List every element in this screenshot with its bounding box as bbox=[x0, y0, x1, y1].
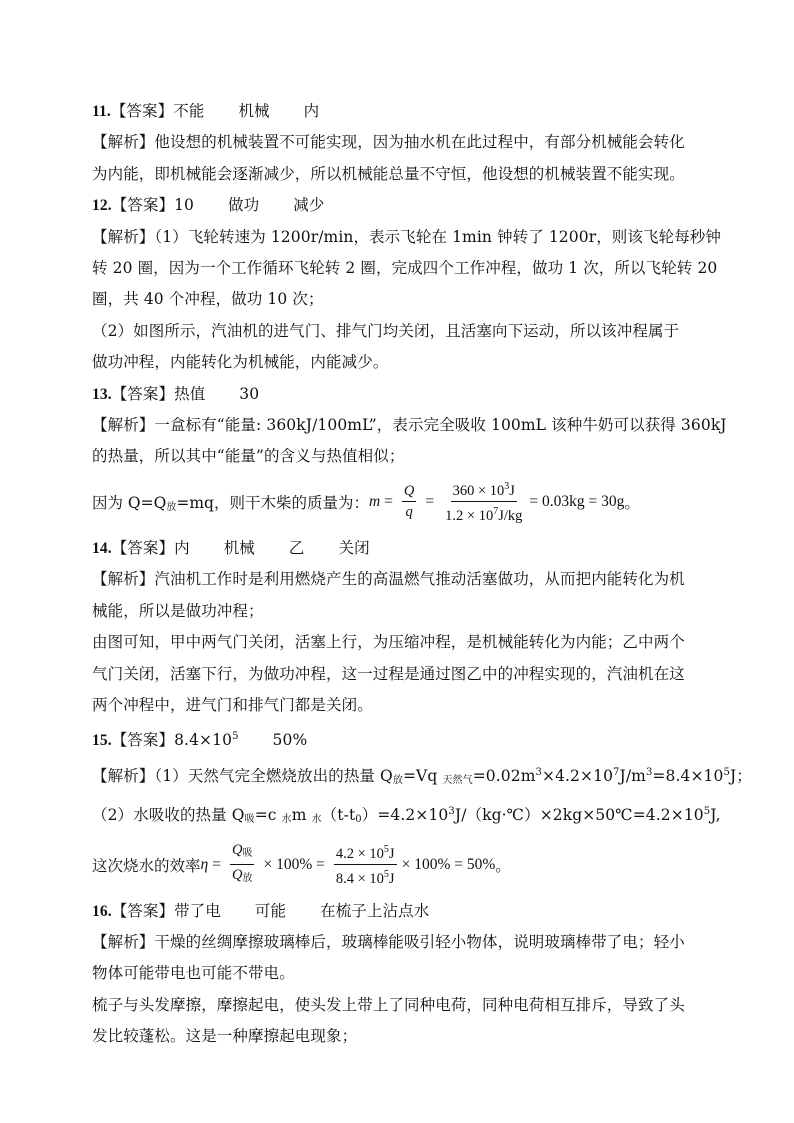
q14-analysis-line-5: 两个冲程中，进气门和排气门都是关闭。 bbox=[92, 695, 373, 714]
q13-analysis-line-2: 的热量，所以其中“能量”的含义与热值相似； bbox=[92, 447, 405, 466]
q14-answer-line bbox=[92, 533, 714, 564]
q16-answer-label: 【答案】 bbox=[111, 901, 175, 920]
q13-formula-line bbox=[92, 473, 714, 531]
q14-answer-3: 乙 bbox=[288, 538, 305, 557]
q15-analysis-line-1: 【解析】（1）天然气完全燃烧放出的热量 $Q_放=Vq$ $_{天然气}=0.02m^3\times 4.2\times 10^7J/m^3=8.4\times 10^5J$； bbox=[92, 766, 752, 786]
q15-number: 15. bbox=[92, 732, 112, 750]
q15-formula-result: × 100% = 50% bbox=[401, 855, 496, 873]
q14-analysis-line-1 bbox=[92, 564, 714, 595]
q16-answer-2: 可能 bbox=[254, 901, 287, 920]
q12-answer-label: 【答案】 bbox=[111, 196, 175, 215]
q13-fraction-q: $\frac{Q}{q}$ bbox=[403, 483, 415, 521]
q14-number: 14. bbox=[92, 539, 112, 557]
q14-answer-label: 【答案】 bbox=[111, 538, 175, 557]
q12-answer-1: 10 bbox=[174, 196, 195, 215]
q13-formula-result: = 0.03kg = 30g bbox=[529, 492, 625, 510]
q11-number: 11. bbox=[92, 103, 111, 120]
q13-formula-end: 。 bbox=[624, 493, 640, 512]
q11-answer-2: 机械 bbox=[238, 102, 270, 120]
q14-answer-4: 关闭 bbox=[338, 538, 370, 557]
q15-answer-1: $8.4\times 10^5$ bbox=[174, 731, 239, 750]
q12-analysis-text-1: （1）飞轮转速为 1200r/min，表示飞轮在 1min 钟转了 1200r，则该飞轮每秒钟 bbox=[154, 227, 721, 246]
q15-answer-2: 50% bbox=[272, 731, 308, 750]
q15-analysis-line-2: （2）水吸收的热量 $Q_吸=c$ $_水$m $_水(t-t_0)=4.2\times 10^3J/(kg\cdot℃)\times 2kg\times 50℃=4.2\times 10^5J$, bbox=[92, 806, 721, 826]
q15-formula-line bbox=[92, 836, 714, 894]
q16-analysis-label: 【解析】 bbox=[92, 932, 155, 951]
q12-analysis-line-1 bbox=[92, 222, 721, 253]
answer-sheet bbox=[92, 96, 752, 1053]
q16-number: 16. bbox=[92, 902, 112, 920]
q15-analysis-label: 【解析】 bbox=[92, 766, 155, 785]
q13-analysis-line-1 bbox=[92, 410, 727, 441]
q13-answer-1: 热值 bbox=[174, 384, 206, 403]
q13-mass-formula: m = $\frac{Q}{q}$ = $\frac{360 \times 10^3J}{1.2 \times 10^7J/kg}$ = 0.03kg = 30g bbox=[369, 477, 624, 526]
q15-answer-label: 【答案】 bbox=[111, 731, 175, 750]
q14-analysis-line-4: 气门关闭，活塞下行，为做功冲程，这一过程是通过图乙中的冲程实现的，汽油机在这 bbox=[92, 664, 685, 683]
q15-formula-intro: 这次烧水的效率 bbox=[92, 856, 201, 875]
q16-analysis-line-3: 梳子与头发摩擦，摩擦起电，使头发上带上了同种电荷，同种电荷相互排斥，导致了头 bbox=[92, 995, 685, 1014]
q11-analysis-text-1: 他设想的机械装置不可能实现，因为抽水机在此过程中，有部分机械能会转化 bbox=[154, 133, 685, 152]
q12-analysis-line-3: 圈，共 40 个冲程，做功 10 次； bbox=[92, 290, 324, 309]
q11-answer-3: 内 bbox=[303, 102, 320, 120]
q16-analysis-line-2: 物体可能带电也可能不带电。 bbox=[92, 964, 295, 983]
q12-answer-2: 做功 bbox=[228, 196, 260, 215]
q16-analysis-text-1: 干燥的丝绸摩擦玻璃棒后，玻璃棒能吸引轻小物体，说明玻璃棒带了电；轻小 bbox=[154, 932, 685, 951]
q11-analysis-line-1 bbox=[92, 127, 714, 158]
q11-answer-label: 【答案】 bbox=[110, 102, 174, 120]
q15-fraction-values: $\frac{4.2 \times 10^5J}{8.4 \times 10^5J}$ bbox=[334, 840, 397, 889]
q16-answer-line bbox=[92, 896, 714, 927]
q12-analysis-line-2: 转 20 圈，因为一个工作循环飞轮转 2 圈，完成四个工作冲程，做功 1 次，所以飞轮转 20 bbox=[92, 259, 718, 278]
q16-answer-1: 带了电 bbox=[174, 901, 221, 920]
q14-analysis-line-3: 由图可知，甲中两气门关闭，活塞上行，为压缩冲程，是机械能转化为内能；乙中两个 bbox=[92, 633, 685, 652]
q14-analysis-line-2: 械能，所以是做功冲程； bbox=[92, 601, 264, 620]
q13-analysis-label: 【解析】 bbox=[92, 416, 155, 435]
q15-formula-end: 。 bbox=[495, 856, 511, 875]
q12-analysis-line-4: （2）如图所示，汽油机的进气门、排气门均关闭，且活塞向下运动，所以该冲程属于 bbox=[92, 321, 680, 340]
q11-answer-line bbox=[92, 96, 714, 127]
q13-answer-2: 30 bbox=[239, 384, 260, 403]
q12-answer-line bbox=[92, 190, 714, 221]
q13-number: 13. bbox=[92, 385, 112, 403]
q11-analysis-line-2: 为内能，即机械能会逐渐减少，所以机械能总量不守恒，他设想的机械装置不能实现。 bbox=[92, 164, 685, 183]
q13-analysis-text-1: 一盒标有“能量: 360kJ/100mL”，表示完全吸收 100mL 该种牛奶可以获得 360kJ bbox=[154, 416, 727, 435]
q13-fraction-values: $\frac{360 \times 10^3J}{1.2 \times 10^7J/kg}$ bbox=[443, 477, 524, 526]
q16-analysis-line-1 bbox=[92, 927, 714, 958]
q16-answer-3: 在梳子上沾点水 bbox=[320, 901, 430, 920]
q12-analysis-line-5: 做功冲程，内能转化为机械能，内能减少。 bbox=[92, 353, 389, 372]
q12-answer-3: 减少 bbox=[293, 196, 325, 215]
q11-analysis-label: 【解析】 bbox=[92, 133, 155, 152]
q15-answer-line bbox=[92, 721, 714, 756]
q11-answer-1: 不能 bbox=[173, 102, 205, 120]
q14-answer-1: 内 bbox=[174, 538, 190, 557]
q15-fraction-q: $\frac{Q_吸}{Q_放}$ bbox=[231, 842, 253, 885]
q14-analysis-text-1: 汽油机工作时是利用燃烧产生的高温燃气推动活塞做功，从而把内能转化为机 bbox=[154, 570, 685, 589]
q16-analysis-line-4: 发比较蓬松。这是一种摩擦起电现象； bbox=[92, 1027, 358, 1046]
q14-analysis-label: 【解析】 bbox=[92, 570, 155, 589]
q13-answer-label: 【答案】 bbox=[111, 384, 175, 403]
q14-answer-2: 机械 bbox=[223, 538, 255, 557]
q13-answer-line bbox=[92, 379, 714, 410]
q12-number: 12. bbox=[92, 197, 112, 215]
q12-analysis-label: 【解析】 bbox=[92, 227, 155, 246]
q13-formula-intro: 因为 $Q=Q_放=mq$，则干木柴的质量为： bbox=[92, 493, 369, 513]
q15-efficiency-formula: η = $\frac{Q_吸}{Q_放}$ × 100% = $\frac{4.2 \times 10^5J}{8.4 \times 10^5J}$ × 100% = 50% bbox=[200, 842, 496, 888]
